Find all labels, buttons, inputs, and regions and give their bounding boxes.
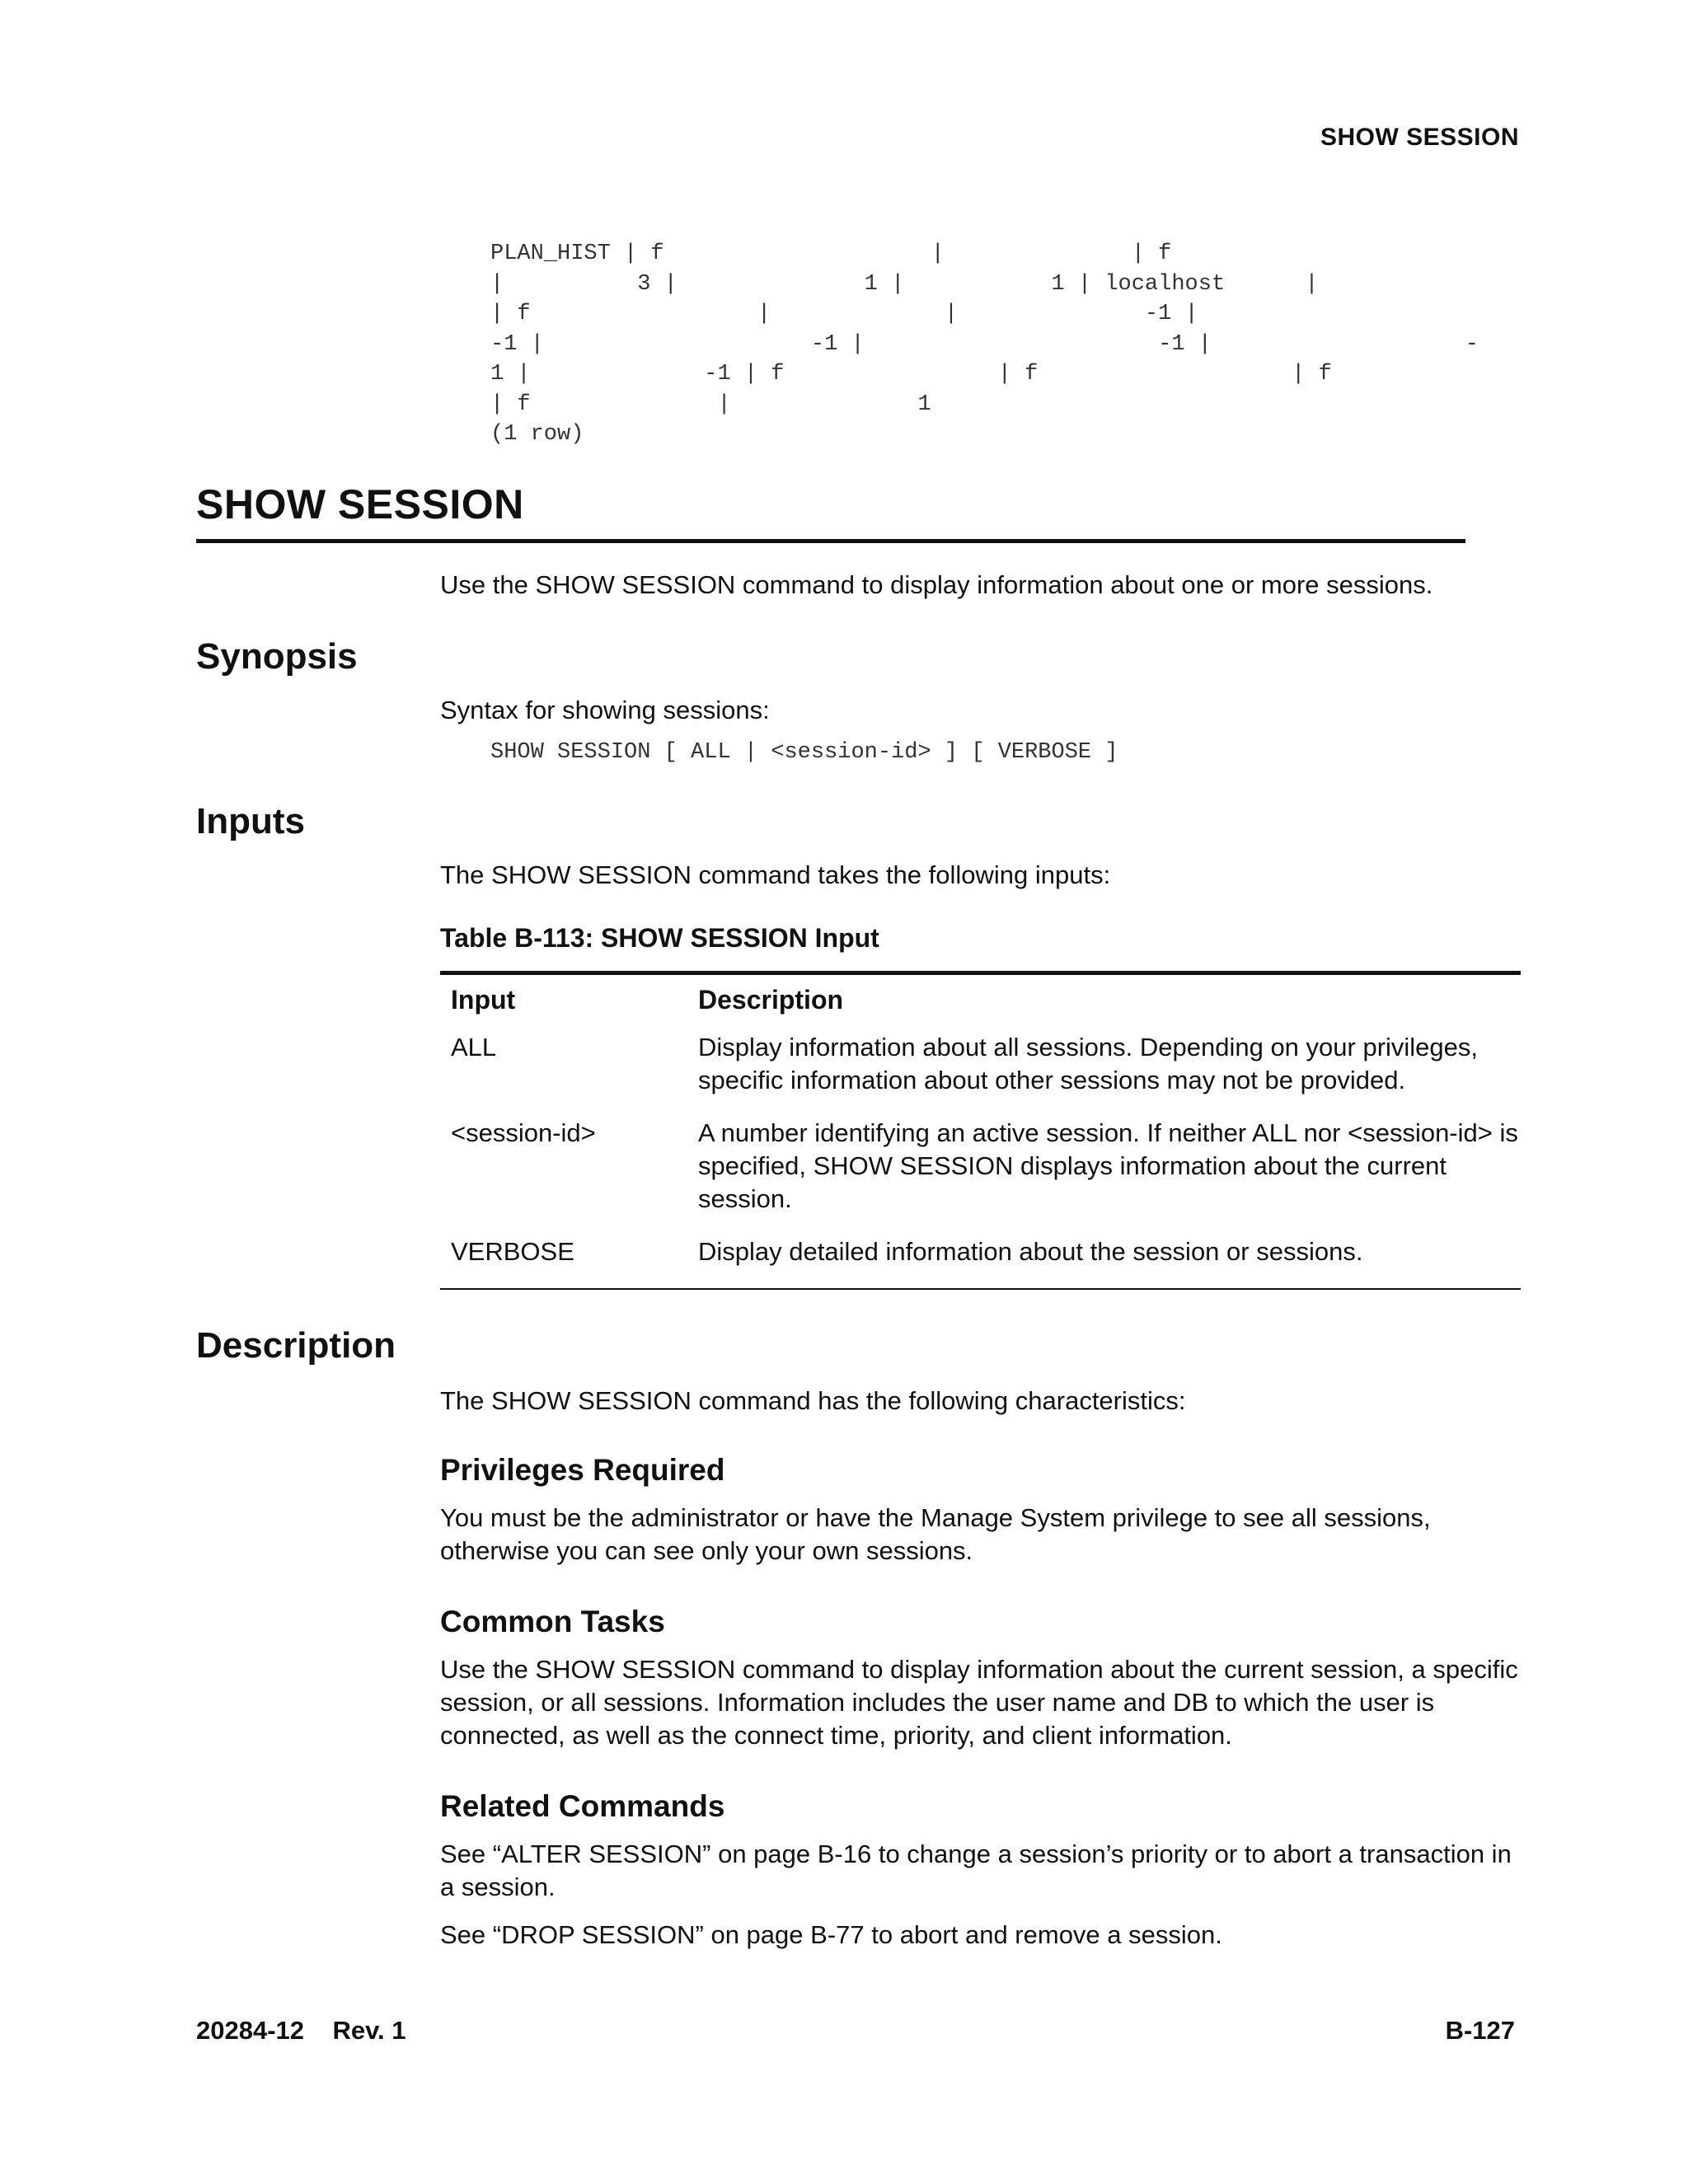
- synopsis-text: Syntax for showing sessions:: [440, 696, 770, 724]
- related-commands-text-2: See “DROP SESSION” on page B-77 to abort and remove a session.: [440, 1920, 1222, 1949]
- description-heading: Description: [196, 1325, 396, 1366]
- input-description: Display detailed information about the session or sessions.: [698, 1237, 1363, 1266]
- footer-page-number: B-127: [1445, 2016, 1515, 2045]
- table-header-row: [440, 973, 1521, 1032]
- query-output: PLAN_HIST | f | | f | 3 | 1 | 1 | localhost | | f | | -1 | -1 | -1 | -1 | - 1 | -1 | f | f | f | f | 1 (1 row): [490, 241, 1479, 447]
- input-description: A number identifying an active session. If neither ALL nor <session-id> is specified, SHOW SESSION displays information about the current session.: [698, 1118, 1518, 1213]
- inputs-heading: Inputs: [196, 801, 305, 841]
- section-title: SHOW SESSION: [196, 481, 524, 527]
- table-row: [440, 1117, 1521, 1235]
- related-commands-text-1: See “ALTER SESSION” on page B-16 to change a session’s priority or to abort a transaction in a session.: [440, 1840, 1512, 1901]
- privileges-heading: Privileges Required: [440, 1453, 725, 1487]
- table-row: [440, 1031, 1521, 1117]
- description-text: The SHOW SESSION command has the following characteristics:: [440, 1386, 1186, 1415]
- column-header-input: Input: [451, 985, 516, 1015]
- inputs-text: The SHOW SESSION command takes the following inputs:: [440, 860, 1111, 889]
- footer-doc-id: 20284-12 Rev. 1: [196, 2016, 406, 2045]
- common-tasks-text: Use the SHOW SESSION command to display information about the current session, a specific session, or all sessions. Information includes the user name and DB to which the user is connected, as well as the connect time, priority, and client information.: [440, 1655, 1518, 1750]
- common-tasks-heading: Common Tasks: [440, 1605, 665, 1638]
- inputs-table: [440, 971, 1521, 1290]
- section-intro: Use the SHOW SESSION command to display information about one or more sessions.: [440, 570, 1433, 599]
- input-name: ALL: [451, 1033, 497, 1062]
- synopsis-heading: Synopsis: [196, 636, 358, 677]
- column-header-description: Description: [698, 985, 844, 1015]
- input-name: VERBOSE: [451, 1237, 574, 1266]
- table-caption: Table B-113: SHOW SESSION Input: [440, 923, 879, 953]
- synopsis-syntax: SHOW SESSION [ ALL | <session-id> ] [ VERBOSE ]: [490, 740, 1118, 765]
- privileges-text: You must be the administrator or have the Manage System privilege to see all sessions, otherwise you can see only your own sessions.: [440, 1503, 1431, 1565]
- table-row: [440, 1235, 1521, 1289]
- input-description: Display information about all sessions. Depending on your privileges, specific information about other sessions may not be provided.: [698, 1033, 1479, 1094]
- related-commands-heading: Related Commands: [440, 1789, 725, 1823]
- input-name: <session-id>: [451, 1118, 596, 1147]
- running-header: SHOW SESSION: [1320, 124, 1519, 151]
- section-title-rule: [196, 539, 1465, 543]
